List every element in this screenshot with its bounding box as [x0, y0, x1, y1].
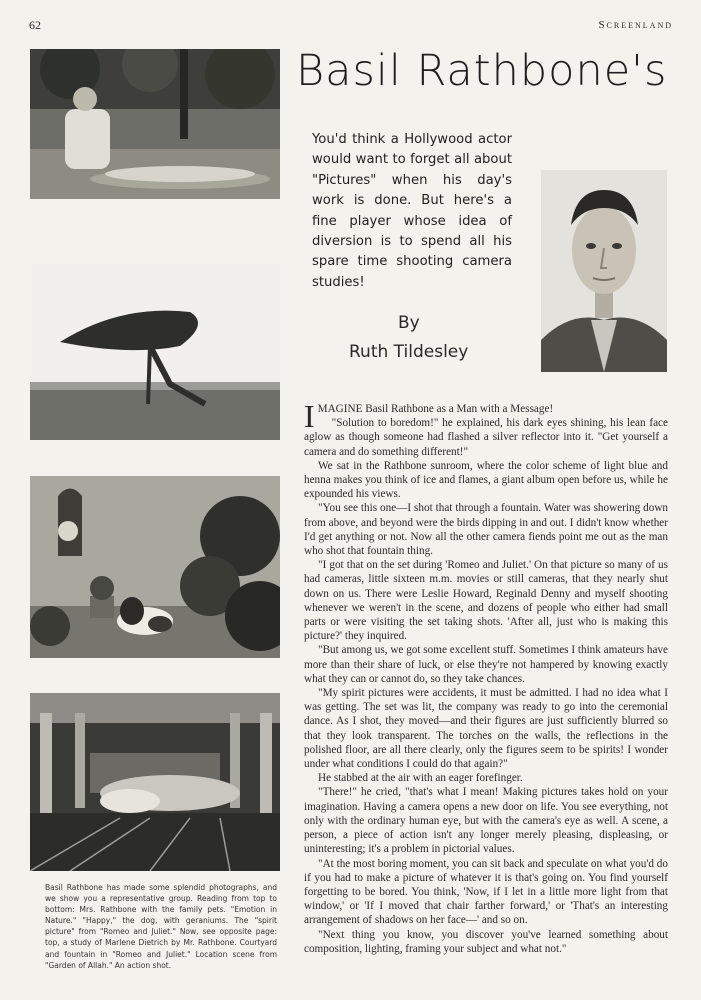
- photo-woman-with-pets: [30, 49, 280, 199]
- page-number: 62: [29, 18, 41, 32]
- article-title: Basil Rathbone's: [296, 46, 668, 96]
- article-paragraph: "At the most boring moment, you can sit back and speculate on what you'd do if you had to make a picture of whatever it is that's going on. You find yourself forgetting to be bored. You think, 'Now, if I let in a little more light from that window,' or 'If I moved that chair farther forward,' or 'That's an interesting arrangement of shadows on her face—' and so on.: [304, 857, 668, 927]
- article-paragraph: IMAGINE Basil Rathbone as a Man with a Message!: [304, 398, 554, 434]
- article-paragraph: We sat in the Rathbone sunroom, where the color scheme of light blue and henna makes you think of ice and flames, a giant album open before us, while he expounded his views.: [304, 459, 668, 501]
- portrait-basil-rathbone: [541, 170, 667, 372]
- article-paragraph: He stabbed at the air with an eager forefinger.: [318, 772, 523, 785]
- magazine-name: Screenland: [598, 19, 673, 31]
- article-paragraph: "I got that on the set during 'Romeo and Juliet.' On that picture so many of us had cameras, little sixteen m.m. movies or still cameras, that they nearly shut down on us. There were Leslie Howard, Reginald Denny and myself shooting whenever we weren't in the scene, and dozens of people who either had small parts or were visiting the set taking shots. 'After all, just who is making this picture?' they inquired.: [304, 559, 668, 643]
- photo-caption: Basil Rathbone has made some splendid photographs, and we show you a representative group. Reading from top to bottom: Mrs. Rathbone with the family pets. "Emotion in Nature." "Happy," the dog, with geraniums. The "spirit picture" from "Romeo and Juliet." Now, see opposite page: top, a study of Marlene Dietrich by Mr. Rathbone. Courtyard and fountain in "Romeo and Juliet." Location scene from "Garden of Allah." An action shot.: [45, 883, 277, 970]
- drop-cap: I: [304, 398, 315, 434]
- intro-text: You'd think a Hollywood actor would want to forget all about "Pictures" when his day's work is done. But here's a fine player whose idea of diversion is to spend all his spare time shooting camera studies!: [312, 132, 512, 290]
- article-paragraph: "My spirit pictures were accidents, it must be admitted. I had no idea what I was getting. The set was lit, the company was ready to go into the ceremonial dance. As I shot, they moved—and their figures are just sufficiently blurred so that they look transparent. The torches on the walls, the reflections in the polished floor, are all there clearly, only the figures seem to be spirits! I wonder under what conditions I could do that again?": [304, 687, 668, 771]
- photo-spirit-picture: [30, 693, 280, 871]
- byline-author: Ruth Tildesley: [349, 342, 469, 362]
- article-paragraph: "There!" he cried, "that's what I mean! Making pictures takes hold on your imagination. Having a camera opens a new door on life. You see everything, not only with the ordinary human eye, but with the camera's eye as well. A scene, a person, a piece of action isn't any longer merely pleasing, displeasing, or uninteresting; it's a problem in pictorial values.: [304, 786, 668, 856]
- article-paragraph: "But among us, we got some excellent stuff. Sometimes I think amateurs have more than their share of luck, or else they're not hampered by knowing exactly what they can or cannot do, so they take chances.: [304, 644, 668, 685]
- photo-happy-dog: [30, 476, 280, 658]
- article-paragraph: "Solution to boredom!" he explained, his dark eyes shining, his lean face aglow as though someone had flashed a silver reflector into it. "Get yourself a camera and do something different!": [304, 417, 668, 458]
- photo-emotion-in-nature: [30, 264, 280, 440]
- article-body: [304, 398, 668, 956]
- byline-by: By: [398, 313, 420, 333]
- article-paragraph: "You see this one—I shot that through a fountain. Water was showering down from above, and beyond were the birds dipping in and out. I didn't know whether I'd get anything or not. Now all the other camera fiends point me out as the man who shot that fountain thing.: [304, 502, 668, 558]
- article-paragraph: "Next thing you know, you discover you've learned something about composition, lighting, framing your subject and what not.": [304, 928, 668, 955]
